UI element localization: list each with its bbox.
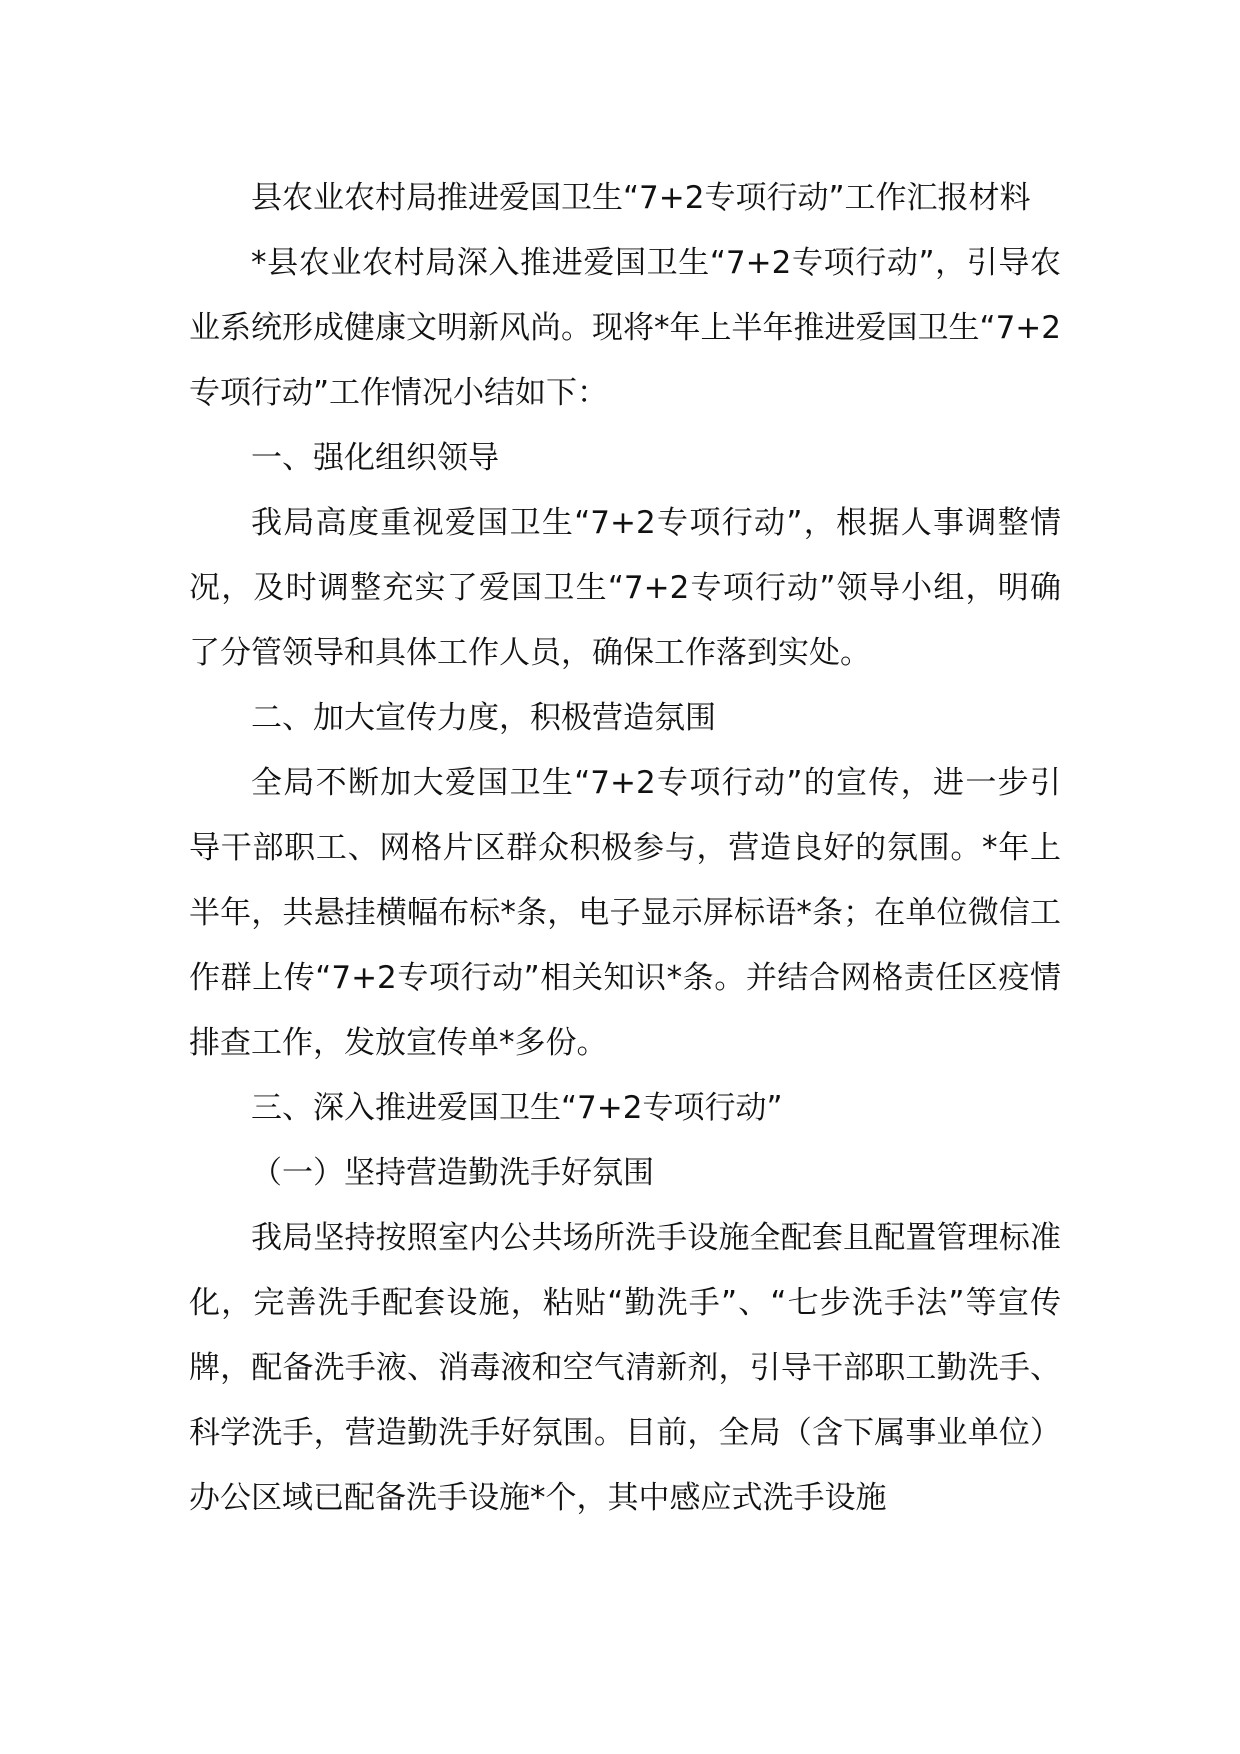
subsection-heading-1: （一）坚持营造勤洗手好氛围 [251, 1155, 654, 1191]
section-heading-1: 一、强化组织领导 [251, 440, 499, 476]
section-2-paragraph: 全局不断加大爱国卫生“7+2专项行动”的宣传，进一步引导干部职工、网格片区群众积极参与，营造良好的氛围。*年上半年，共悬挂横幅布标*条，电子显示屏标语*条；在单位微信工作群上传“7+2专项行动”相关知识*条。并结合网格责任区疫情排查工作，发放宣传单*多份。 [189, 765, 1061, 1061]
section-heading-3: 三、深入推进爱国卫生“7+2专项行动” [251, 1090, 783, 1126]
section-1-paragraph: 我局高度重视爱国卫生“7+2专项行动”，根据人事调整情况，及时调整充实了爱国卫生“7+2专项行动”领导小组，明确了分管领导和具体工作人员，确保工作落到实处。 [189, 505, 1061, 671]
document-body [189, 166, 1061, 1531]
document-title: 县农业农村局推进爱国卫生“7+2专项行动”工作汇报材料 [251, 180, 1031, 216]
subsection-1-paragraph: 我局坚持按照室内公共场所洗手设施全配套且配置管理标准化，完善洗手配套设施，粘贴“勤洗手”、“七步洗手法”等宣传牌，配备洗手液、消毒液和空气清新剂，引导干部职工勤洗手、科学洗手，营造勤洗手好氛围。目前，全局（含下属事业单位）办公区域已配备洗手设施*个，其中感应式洗手设施 [189, 1220, 1061, 1516]
intro-paragraph: *县农业农村局深入推进爱国卫生“7+2专项行动”，引导农业系统形成健康文明新风尚。现将*年上半年推进爱国卫生“7+2专项行动”工作情况小结如下： [189, 245, 1061, 411]
section-heading-2: 二、加大宣传力度，积极营造氛围 [251, 700, 716, 736]
